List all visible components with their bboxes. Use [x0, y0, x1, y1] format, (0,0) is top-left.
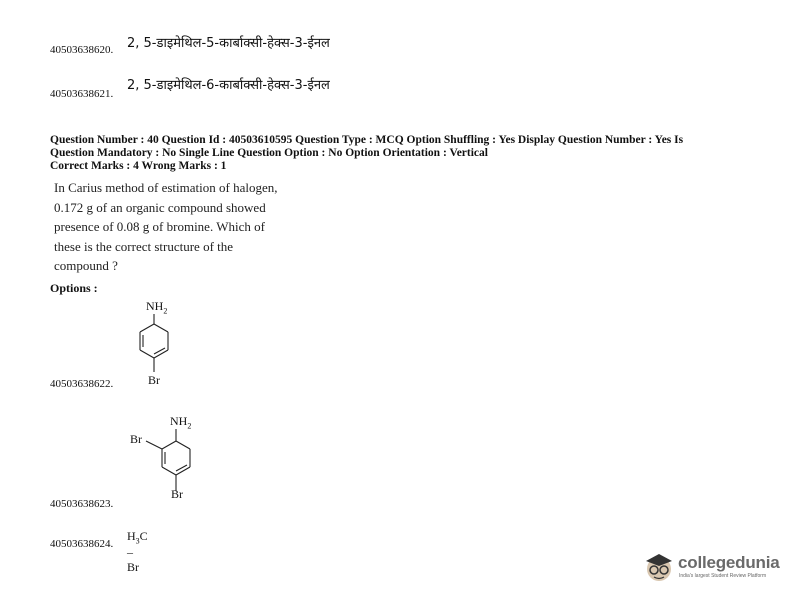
option-id: 40503638620.: [50, 44, 114, 56]
question-meta-line-2: Question Mandatory : No Single Line Question Option : No Option Orientation : Vertical: [50, 147, 488, 159]
option-id: 40503638622.: [50, 378, 114, 390]
amino-group-label: $NH_2$: [170, 414, 192, 431]
formula-label: $H_3C$ – Br: [127, 529, 148, 575]
prev-option-2-text: 2, 5-डाइमेथिल-6-कार्बाक्सी-हेक्स-3-ईनल: [127, 78, 330, 93]
question-text-line: compound ?: [54, 258, 118, 273]
logo-tagline: India's largest Student Review Platform: [679, 573, 767, 579]
option-id: 40503638621.: [50, 88, 114, 100]
options-label: Options :: [50, 281, 98, 295]
logo-name: collegedunia: [678, 553, 780, 572]
bromo-group-label: Br: [148, 373, 160, 387]
question-text-line: In Carius method of estimation of halogen,: [54, 180, 278, 195]
question-text-line: presence of 0.08 g of bromine. Which of: [54, 219, 265, 234]
question-text: [54, 178, 299, 276]
amino-group-label: $NH_2$: [146, 299, 168, 316]
prev-option-1-text: 2, 5-डाइमेथिल-5-कार्बाक्सी-हेक्स-3-ईनल: [127, 36, 330, 51]
question-text-line: 0.172 g of an organic compound showed: [54, 199, 266, 215]
bromo-side-label: Br: [130, 432, 142, 446]
bromo-group-label: Br: [171, 487, 183, 501]
question-text-line: these is the correct structure of the: [54, 238, 234, 254]
benzene-ring-structure: [120, 312, 180, 378]
student-mascot-icon: [642, 549, 676, 583]
prev-option-2: [50, 84, 113, 102]
collegedunia-logo: [642, 547, 782, 587]
question-marks: Correct Marks : 4 Wrong Marks : 1: [50, 160, 227, 172]
question-meta: [50, 134, 740, 173]
question-meta-line-1: Question Number : 40 Question Id : 40503610595 Question Type : MCQ Option Shuffling : Yes Display Question Number : Yes Is: [50, 134, 684, 146]
option-id: 40503638623.: [50, 498, 114, 510]
prev-option-1: [50, 40, 113, 58]
option-id: 40503638624.: [50, 538, 114, 550]
